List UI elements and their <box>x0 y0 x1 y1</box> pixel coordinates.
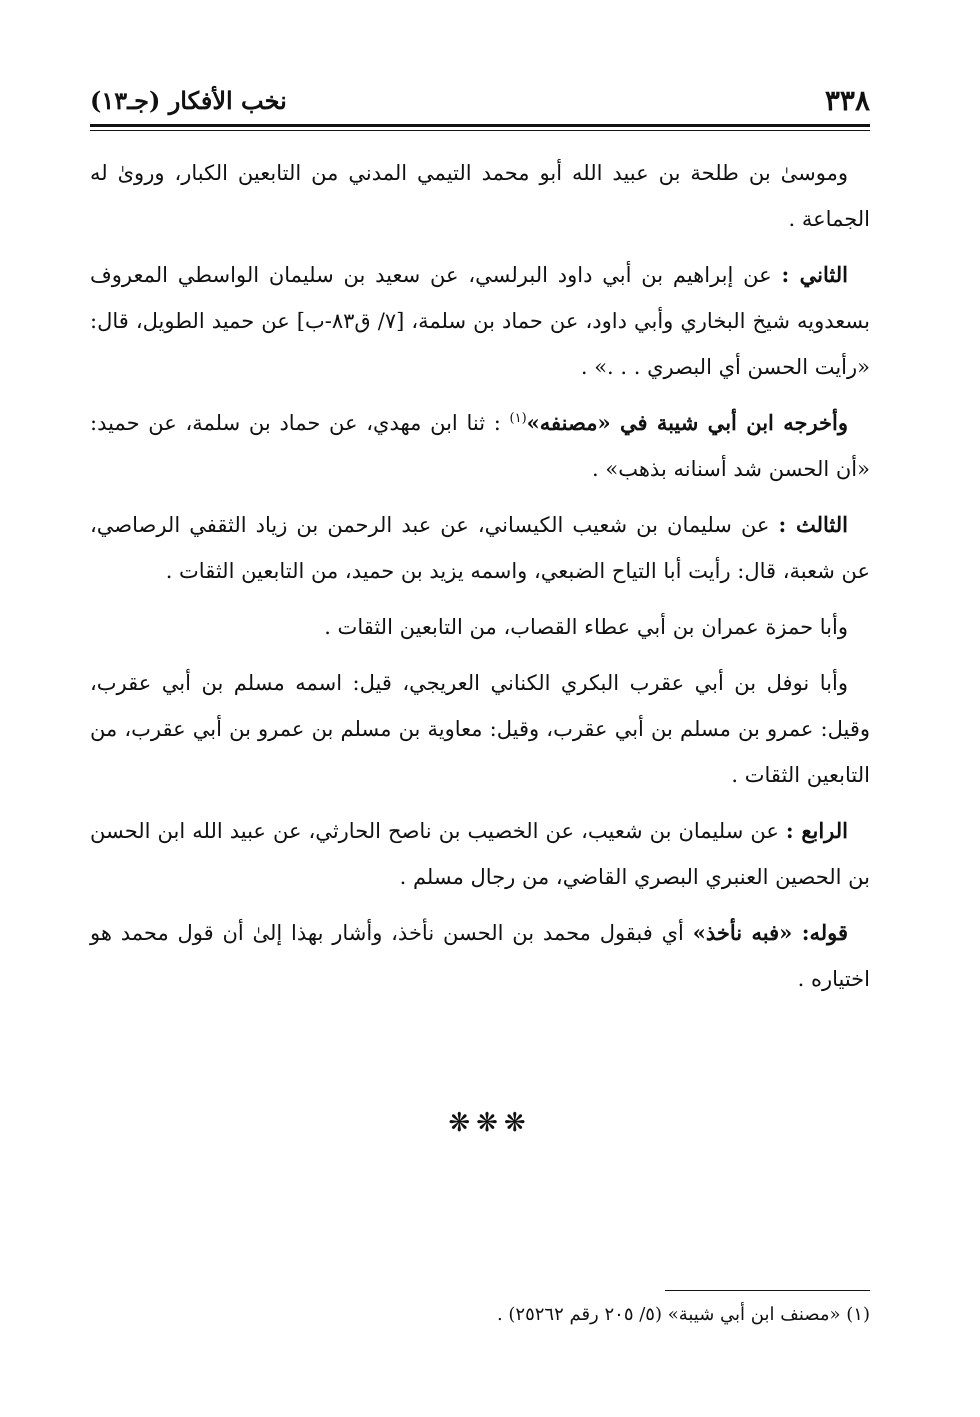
paragraph-text: أي فبقول محمد بن الحسن نأخذ، وأشار بهذا إلىٰ أن قول محمد هو اختياره . <box>90 921 870 991</box>
main-text <box>90 150 870 1012</box>
page-header <box>90 80 870 120</box>
footnote: (١) «مصنف ابن أبي شيبة» (٥/ ٢٠٥ رقم ٢٥٢٦٢) . <box>496 1304 870 1325</box>
paragraph-fourth-chain <box>90 808 870 900</box>
paragraph-second-chain <box>90 252 870 390</box>
paragraph-text: وموسىٰ بن طلحة بن عبيد الله أبو محمد التيمي المدني من التابعين الكبار، وروىٰ له الجماعة . <box>90 161 870 231</box>
running-title: نخب الأفكار (جـ١٣) <box>90 85 287 115</box>
section-separator: ❋❋❋ <box>448 1108 532 1138</box>
paragraph-abu-hamzah <box>90 604 870 650</box>
paragraph-musa <box>90 150 870 242</box>
paragraph-lead: الثاني : <box>781 262 848 287</box>
paragraph-lead: الرابع : <box>785 818 848 843</box>
paragraph-text: وأبا حمزة عمران بن أبي عطاء القصاب، من التابعين الثقات . <box>324 615 848 639</box>
paragraph-lead: وأخرجه ابن أبي شيبة في «مصنفه» <box>526 410 848 435</box>
paragraph-text: : ثنا ابن مهدي، عن حماد بن سلمة، عن حميد: «أن الحسن شد أسنانه بذهب» . <box>90 411 870 481</box>
paragraph-text: عن إبراهيم بن أبي داود البرلسي، عن سعيد بن سليمان الواسطي المعروف بسعدويه شيخ البخاري وأبي داود، عن حماد بن سلمة، [٧/ ق٨٣-ب] عن حميد الطويل، قال: «رأيت الحسن أي البصري . . .» . <box>90 263 870 379</box>
paragraph-lead: قوله: «فبه نأخذ» <box>692 920 848 945</box>
paragraph-qawluhu <box>90 910 870 1002</box>
paragraph-text: عن سليمان بن شعيب الكيساني، عن عبد الرحمن بن زياد الثقفي الرصاصي، عن شعبة، قال: رأيت أبا التياح الضبعي، واسمه يزيد بن حميد، من التابعين الثقات . <box>90 513 870 583</box>
paragraph-abu-nawfal <box>90 660 870 798</box>
footnote-rule <box>665 1290 870 1291</box>
footnote-reference: (١) <box>509 411 527 426</box>
paragraph-ibn-abi-shaybah <box>90 400 870 492</box>
page-number: ٣٣٨ <box>824 83 870 117</box>
header-rule-thin <box>90 130 870 131</box>
paragraph-lead: الثالث : <box>778 512 848 537</box>
paragraph-third-chain <box>90 502 870 594</box>
paragraph-text: وأبا نوفل بن أبي عقرب البكري الكناني العريجي، قيل: اسمه مسلم بن أبي عقرب، وقيل: عمرو بن مسلم بن أبي عقرب، وقيل: معاوية بن مسلم بن عمرو بن أبي عقرب، من التابعين الثقات . <box>90 671 870 787</box>
paragraph-text: عن سليمان بن شعيب، عن الخصيب بن ناصح الحارثي، عن عبيد الله ابن الحسن بن الحصين العنبري البصري القاضي، من رجال مسلم . <box>90 819 870 889</box>
header-rule-thick <box>90 124 870 127</box>
